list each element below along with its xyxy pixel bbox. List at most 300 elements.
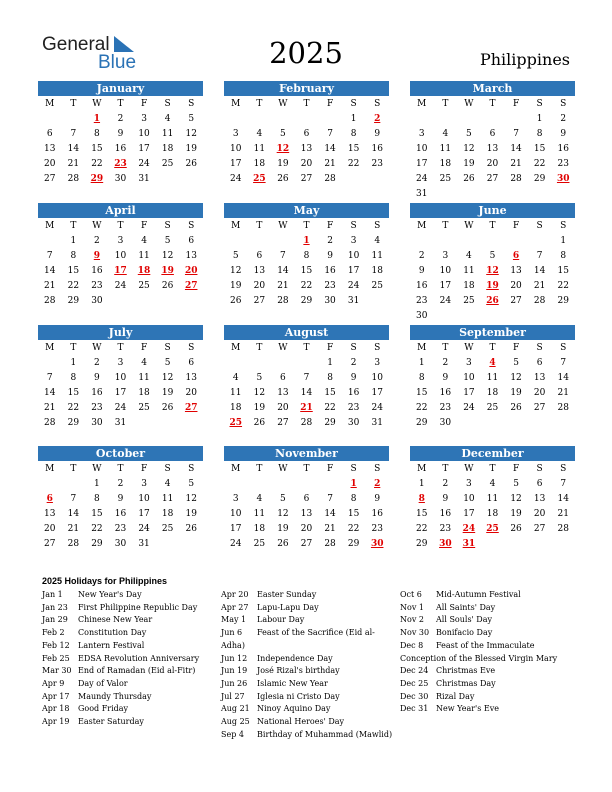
day: 11	[138, 251, 150, 261]
day: 20	[486, 159, 499, 169]
holiday-item	[400, 602, 570, 615]
day: 7	[327, 129, 333, 139]
weekday-label: S	[188, 99, 195, 109]
month-january	[38, 81, 203, 187]
weekday-label: F	[512, 464, 520, 474]
weekday-label: S	[164, 99, 171, 109]
day: 20	[44, 524, 56, 534]
month-header: May	[224, 203, 389, 218]
weekday-label: T	[70, 464, 77, 474]
weekday-label: T	[117, 343, 124, 353]
day: 9	[442, 373, 449, 383]
holiday-date: Oct 6	[400, 590, 422, 599]
month-header: March	[410, 81, 575, 96]
day: 27	[533, 524, 546, 534]
day: 4	[256, 129, 263, 139]
weekday-label: F	[140, 464, 148, 474]
day: 24	[463, 403, 475, 413]
holiday-day: 1	[93, 114, 101, 124]
day: 6	[280, 373, 286, 383]
day: 14	[510, 144, 522, 154]
holiday-date: Feb 25	[42, 653, 70, 663]
day: 30	[91, 296, 103, 306]
holiday-item	[400, 691, 570, 704]
day: 7	[513, 129, 519, 139]
holiday-column	[400, 589, 570, 716]
day: 13	[253, 266, 266, 276]
day: 4	[489, 479, 496, 489]
weekday-label: W	[92, 343, 102, 353]
day: 6	[46, 129, 53, 139]
day: 4	[141, 358, 147, 368]
day: 16	[114, 144, 127, 154]
day: 29	[416, 539, 428, 549]
day: 8	[94, 494, 100, 504]
weekday-label: F	[326, 343, 334, 353]
day: 25	[138, 403, 150, 413]
day: 24	[138, 159, 150, 169]
day: 9	[94, 373, 100, 383]
weekday-label: M	[45, 99, 55, 109]
holiday-name: Birthday of Muhammad (Mawlid)	[257, 729, 393, 739]
day: 27	[277, 418, 289, 428]
day: 22	[67, 281, 80, 291]
day: 2	[560, 114, 567, 124]
holiday-item	[400, 653, 570, 666]
day: 23	[91, 281, 103, 291]
weekday-label: S	[350, 221, 357, 231]
day: 24	[230, 174, 242, 184]
weekday-label: S	[560, 99, 567, 109]
holiday-date: Jun 26	[221, 678, 248, 688]
holiday-name: Easter Sunday	[257, 590, 317, 599]
holiday-day: 31	[462, 539, 476, 549]
empty-day	[248, 112, 272, 127]
holiday-day: 24	[462, 524, 476, 534]
weekday-label: F	[512, 221, 520, 231]
holiday-day: 29	[90, 174, 104, 184]
empty-day	[38, 112, 62, 127]
empty-day	[271, 234, 295, 249]
holiday-item	[400, 627, 570, 640]
day: 15	[533, 144, 546, 154]
month-april	[38, 203, 203, 309]
day: 23	[371, 159, 383, 169]
holiday-day: 4	[489, 358, 496, 368]
day: 19	[230, 281, 242, 291]
day: 3	[442, 251, 449, 261]
day: 31	[138, 539, 150, 549]
day: 9	[327, 251, 333, 261]
day: 1	[70, 358, 77, 368]
day: 24	[138, 524, 150, 534]
day: 28	[44, 296, 56, 306]
day: 23	[91, 403, 103, 413]
day: 28	[557, 524, 569, 534]
day: 3	[466, 358, 472, 368]
month-header: January	[38, 81, 203, 96]
weekday-label: T	[117, 221, 124, 231]
day: 17	[347, 266, 360, 276]
holiday-date: Apr 20	[221, 590, 249, 599]
day: 7	[46, 373, 53, 383]
holiday-day: 26	[486, 296, 499, 306]
day: 27	[44, 174, 56, 184]
holiday-name: Islamic New Year	[257, 678, 328, 688]
day: 24	[347, 281, 360, 291]
day: 11	[253, 144, 266, 154]
holiday-name: José Rizal's birthday	[257, 666, 340, 676]
day: 17	[230, 524, 242, 534]
day: 19	[185, 144, 197, 154]
day: 5	[164, 236, 171, 246]
day: 17	[463, 388, 475, 398]
holiday-item	[42, 653, 217, 666]
day: 16	[416, 281, 428, 291]
day: 23	[557, 159, 569, 169]
day: 5	[188, 479, 195, 489]
weekday-label: W	[464, 343, 474, 353]
day: 6	[188, 358, 195, 368]
weekday-label: W	[464, 99, 474, 109]
day: 22	[533, 159, 546, 169]
holiday-item	[42, 665, 217, 678]
weekday-label: S	[374, 99, 381, 109]
weekday-label: W	[278, 464, 288, 474]
day: 11	[161, 494, 174, 504]
empty-day	[457, 234, 481, 249]
day: 5	[489, 251, 496, 261]
day: 13	[533, 494, 546, 504]
day: 14	[533, 266, 546, 276]
holiday-name: Constitution Day	[78, 628, 147, 638]
day: 23	[416, 296, 428, 306]
empty-day	[295, 477, 319, 492]
day: 15	[557, 266, 569, 276]
day: 21	[557, 509, 569, 519]
day: 7	[70, 494, 77, 504]
day: 9	[374, 129, 381, 139]
empty-day	[224, 112, 248, 127]
day: 11	[230, 388, 242, 398]
weekday-label: T	[303, 99, 310, 109]
holiday-day: 19	[161, 266, 174, 276]
day: 22	[557, 281, 569, 291]
holiday-day: 2	[374, 114, 381, 124]
month-header: June	[410, 203, 575, 218]
day: 24	[114, 403, 127, 413]
day: 28	[300, 418, 313, 428]
day: 24	[371, 403, 383, 413]
day: 25	[138, 281, 150, 291]
holiday-date: Feb 12	[42, 640, 70, 650]
holiday-name: Good Friday	[78, 704, 129, 714]
empty-day	[457, 112, 481, 127]
empty-day	[271, 477, 295, 492]
day: 11	[138, 373, 150, 383]
weekday-label: T	[442, 221, 449, 231]
day: 19	[510, 509, 522, 519]
day: 16	[347, 388, 360, 398]
holiday-date: Nov 1	[400, 602, 424, 612]
holiday-date: Apr 17	[42, 691, 70, 701]
weekday-label: M	[231, 221, 241, 231]
weekday-label: S	[374, 343, 381, 353]
weekday-label: M	[417, 343, 427, 353]
day: 11	[161, 129, 174, 139]
day: 23	[347, 403, 360, 413]
day: 18	[463, 281, 475, 291]
day: 22	[347, 524, 360, 534]
month-june	[410, 203, 575, 324]
holiday-name: Mid-Autumn Festival	[436, 590, 521, 599]
day: 7	[327, 494, 333, 504]
day: 12	[161, 251, 174, 261]
holiday-item	[42, 640, 217, 653]
day: 21	[277, 281, 289, 291]
day: 21	[44, 281, 56, 291]
empty-day	[410, 234, 434, 249]
day: 4	[164, 479, 171, 489]
holiday-item	[221, 614, 396, 627]
month-october	[38, 446, 203, 552]
day: 16	[114, 509, 127, 519]
day: 5	[256, 373, 263, 383]
month-header: July	[38, 325, 203, 340]
day: 8	[536, 129, 543, 139]
day: 8	[303, 251, 310, 261]
day: 28	[67, 539, 80, 549]
day: 28	[510, 174, 522, 184]
day: 25	[439, 174, 452, 184]
day: 13	[185, 251, 197, 261]
holiday-date: Dec 8	[400, 640, 424, 650]
holiday-name: Independence Day	[257, 653, 333, 663]
weekday-label: F	[326, 464, 334, 474]
weekday-label: T	[70, 343, 77, 353]
day: 22	[324, 403, 336, 413]
month-may	[224, 203, 389, 309]
day: 19	[253, 403, 266, 413]
day: 21	[557, 388, 569, 398]
day: 2	[418, 251, 425, 261]
day: 25	[161, 159, 174, 169]
holiday-date: May 1	[221, 615, 247, 625]
day: 7	[70, 129, 77, 139]
brand-name-line1: General	[42, 34, 110, 55]
weekday-label: W	[92, 464, 102, 474]
day: 18	[230, 403, 242, 413]
day: 1	[94, 479, 100, 489]
day: 14	[324, 509, 336, 519]
weekday-label: S	[536, 221, 543, 231]
day: 21	[324, 159, 336, 169]
empty-day	[318, 477, 342, 492]
holiday-day: 30	[556, 174, 570, 184]
day: 4	[374, 236, 381, 246]
day: 15	[91, 509, 103, 519]
day: 10	[230, 144, 242, 154]
holiday-item	[400, 703, 570, 716]
day: 19	[277, 524, 289, 534]
day: 27	[300, 174, 313, 184]
holiday-date: Aug 25	[221, 717, 250, 727]
holiday-day: 25	[229, 418, 243, 428]
day: 9	[374, 494, 381, 504]
month-header: April	[38, 203, 203, 218]
weekday-label: S	[164, 464, 171, 474]
day: 10	[138, 129, 150, 139]
weekday-label: T	[489, 99, 496, 109]
month-header: August	[224, 325, 389, 340]
day: 15	[324, 388, 336, 398]
day: 26	[161, 403, 174, 413]
empty-day	[271, 112, 295, 127]
day: 15	[416, 388, 428, 398]
day: 17	[371, 388, 383, 398]
holiday-date: Apr 27	[221, 602, 249, 612]
day: 21	[533, 281, 546, 291]
holiday-date: Aug 21	[221, 704, 250, 714]
empty-day	[38, 356, 62, 371]
day: 15	[347, 144, 360, 154]
day: 25	[463, 296, 475, 306]
holiday-name: Adha)	[221, 640, 245, 650]
day: 3	[141, 479, 147, 489]
weekday-label: S	[164, 343, 171, 353]
holiday-item	[221, 716, 396, 729]
day: 15	[300, 266, 313, 276]
day: 5	[513, 479, 519, 489]
empty-day	[271, 356, 295, 371]
month-september	[410, 325, 575, 431]
day: 16	[91, 388, 103, 398]
weekday-label: F	[512, 99, 520, 109]
weekday-label: M	[45, 464, 55, 474]
holiday-name: Lantern Festival	[78, 640, 145, 650]
day: 16	[91, 266, 103, 276]
weekday-label: F	[140, 343, 148, 353]
holiday-day: 17	[114, 266, 127, 276]
day: 31	[371, 418, 383, 428]
day: 3	[374, 358, 381, 368]
holiday-item	[400, 589, 570, 602]
day: 7	[536, 251, 543, 261]
holiday-date: Sep 4	[221, 729, 244, 739]
weekday-label: W	[278, 343, 288, 353]
holiday-name: Easter Saturday	[78, 717, 144, 727]
day: 26	[277, 539, 289, 549]
holiday-item	[221, 589, 396, 602]
weekday-label: M	[231, 464, 241, 474]
day: 12	[230, 266, 242, 276]
weekday-label: F	[512, 343, 520, 353]
day: 6	[536, 358, 543, 368]
weekday-label: T	[256, 343, 263, 353]
day: 30	[416, 311, 428, 321]
day: 29	[300, 296, 313, 306]
empty-day	[295, 356, 319, 371]
day: 25	[161, 524, 174, 534]
day: 15	[416, 509, 428, 519]
holiday-name: Iglesia ni Cristo Day	[257, 691, 340, 701]
day: 11	[253, 509, 266, 519]
month-march	[410, 81, 575, 202]
day: 14	[277, 266, 289, 276]
day: 11	[486, 494, 499, 504]
day: 12	[277, 509, 289, 519]
day: 8	[350, 129, 357, 139]
weekday-label: T	[256, 99, 263, 109]
day: 28	[533, 296, 546, 306]
day: 14	[67, 509, 80, 519]
day: 5	[280, 494, 286, 504]
day: 17	[230, 159, 242, 169]
weekday-label: W	[278, 221, 288, 231]
day: 18	[486, 509, 499, 519]
day: 30	[114, 539, 127, 549]
weekday-label: S	[350, 343, 357, 353]
weekday-label: S	[350, 464, 357, 474]
holiday-day: 12	[276, 144, 290, 154]
day: 26	[185, 524, 197, 534]
month-july	[38, 325, 203, 431]
day: 14	[300, 388, 313, 398]
day: 3	[466, 479, 472, 489]
day: 20	[253, 281, 266, 291]
day: 8	[350, 494, 357, 504]
day: 26	[185, 159, 197, 169]
day: 13	[300, 144, 313, 154]
day: 2	[327, 236, 333, 246]
weekday-label: F	[326, 221, 334, 231]
day: 18	[486, 388, 499, 398]
day: 2	[117, 479, 124, 489]
day: 26	[510, 524, 522, 534]
month-header: February	[224, 81, 389, 96]
day: 25	[371, 281, 383, 291]
day: 12	[463, 144, 475, 154]
holiday-item	[221, 678, 396, 691]
holiday-item	[42, 678, 217, 691]
day: 7	[280, 251, 286, 261]
brand-name-line2: Blue	[98, 52, 137, 73]
weekday-label: T	[303, 343, 310, 353]
weekday-label: F	[326, 99, 334, 109]
day: 29	[67, 296, 80, 306]
day: 24	[439, 296, 452, 306]
day: 9	[560, 129, 567, 139]
day: 27	[44, 539, 56, 549]
holiday-date: Jun 6	[221, 628, 243, 638]
day: 9	[117, 129, 124, 139]
holiday-name: All Souls' Day	[436, 615, 492, 625]
holiday-item	[42, 716, 217, 729]
day: 14	[324, 144, 336, 154]
day: 12	[185, 129, 197, 139]
holiday-day: 6	[512, 251, 520, 261]
day: 17	[439, 281, 452, 291]
day: 22	[416, 403, 428, 413]
weekday-label: T	[256, 464, 263, 474]
day: 15	[67, 266, 80, 276]
weekday-label: M	[417, 464, 427, 474]
holiday-day: 25	[253, 174, 266, 184]
day: 10	[138, 494, 150, 504]
holiday-day: 12	[486, 266, 499, 276]
day: 17	[416, 159, 428, 169]
day: 21	[67, 524, 80, 534]
